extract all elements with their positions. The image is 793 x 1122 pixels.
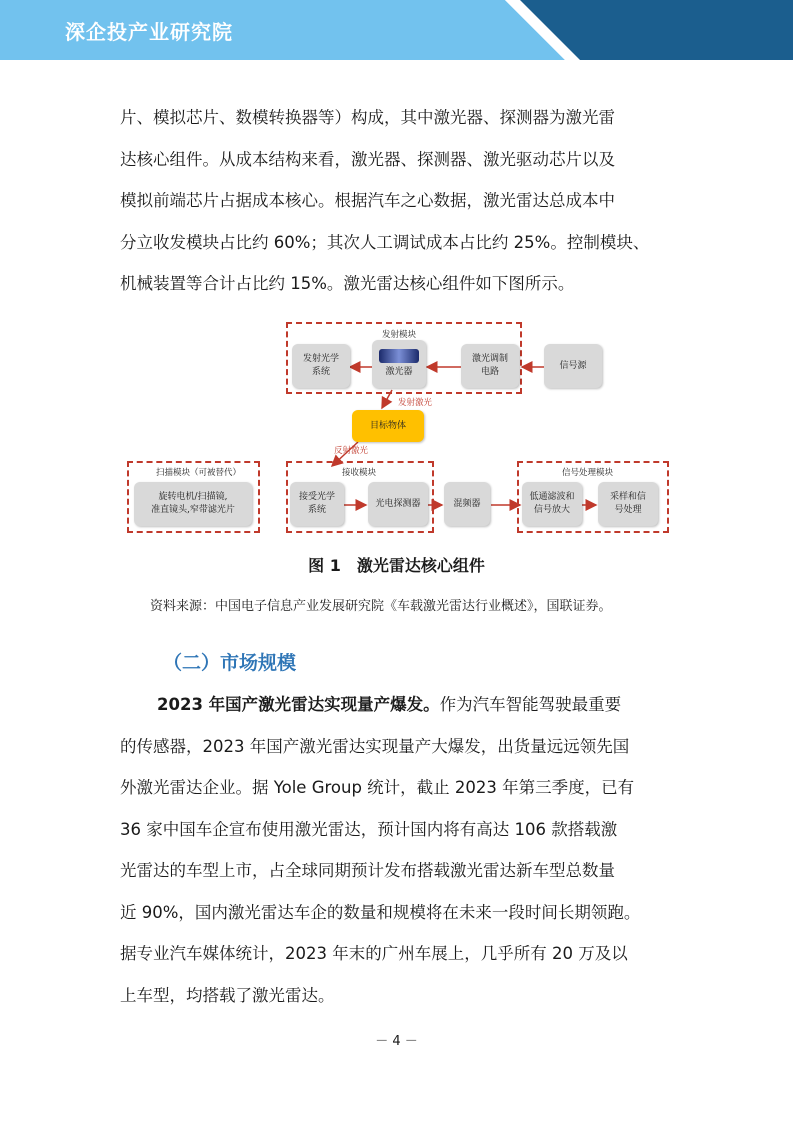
- signal-source-box: 信号源: [544, 344, 602, 388]
- bold-lead: 2023 年国产激光雷达实现量产爆发。: [157, 695, 440, 714]
- transmit-module-label: 发射模块: [382, 330, 417, 340]
- rx-optics-box: 接受光学 系统: [290, 482, 344, 526]
- paragraph-line: 分立收发模块占比约 60%；其次人工调试成本占比约 25%。控制模块、: [120, 232, 650, 252]
- mixer-box: 混频器: [444, 482, 490, 526]
- paragraph-line: 近 90%，国内激光雷达车企的数量和规模将在未来一段时间长期领跑。: [120, 902, 641, 922]
- sampling-box: 采样和信 号处理: [598, 482, 658, 526]
- intro-paragraph: [120, 97, 680, 305]
- market-paragraph: [120, 684, 680, 1016]
- section-heading: （二）市场规模: [163, 652, 297, 674]
- modulation-box: 激光调制 电路: [461, 344, 519, 388]
- scan-parts-box: 旋转电机/扫描镜, 准直镜头,窄带滤光片: [134, 482, 252, 526]
- source-note: 资料来源：中国电子信息产业发展研究院《车载激光雷达行业概述》，国联证券。: [150, 599, 612, 614]
- lidar-diagram: [124, 318, 674, 538]
- laser-icon: [379, 349, 419, 363]
- receive-module-label: 接收模块: [342, 468, 377, 478]
- paragraph-line: 的传感器，2023 年国产激光雷达实现量产大爆发，出货量远远领先国: [120, 736, 630, 756]
- paragraph-line: 机械装置等合计占比约 15%。激光雷达核心组件如下图所示。: [120, 274, 575, 293]
- reflect-label: 反射激光: [334, 446, 369, 456]
- figure-caption: 图 1 激光雷达核心组件: [308, 556, 485, 575]
- page-number: － 4 －: [375, 1034, 418, 1049]
- paragraph-line: 达核心组件。从成本结构来看，激光器、探测器、激光驱动芯片以及: [120, 149, 615, 169]
- paragraph-line: 外激光雷达企业。据 Yole Group 统计，截止 2023 年第三季度，已有: [120, 778, 635, 797]
- filter-amp-box: 低通滤波和 信号放大: [522, 482, 582, 526]
- paragraph-line: 片、模拟芯片、数模转换器等）构成，其中激光器、探测器为激光雷: [120, 108, 615, 127]
- signal-module-label: 信号处理模块: [562, 468, 614, 478]
- emit-label: 发射激光: [398, 398, 433, 408]
- paragraph-line: [120, 684, 680, 726]
- photodetector-box: 光电探测器: [368, 482, 428, 526]
- lead-rest: 作为汽车智能驾驶最重要: [439, 695, 622, 714]
- laser-label: 激光器: [385, 367, 413, 377]
- tx-optics-box: 发射光学 系统: [292, 344, 350, 388]
- page-header: [0, 0, 793, 60]
- laser-box: [372, 340, 426, 388]
- paragraph-line: 光雷达的车型上市，占全球同期预计发布搭载激光雷达新车型总数量: [120, 861, 615, 880]
- paragraph-line: 模拟前端芯片占据成本核心。根据汽车之心数据，激光雷达总成本中: [120, 191, 615, 210]
- header-title: 深企投产业研究院: [65, 20, 233, 44]
- paragraph-line: 据专业汽车媒体统计，2023 年末的广州车展上，几乎所有 20 万及以: [120, 944, 628, 963]
- paragraph-line: 上车型，均搭载了激光雷达。: [120, 985, 335, 1005]
- paragraph-line: 36 家中国车企宣布使用激光雷达，预计国内将有高达 106 款搭载激: [120, 819, 618, 839]
- target-box: 目标物体: [352, 410, 424, 442]
- scan-module-label: 扫描模块（可被替代）: [156, 468, 242, 478]
